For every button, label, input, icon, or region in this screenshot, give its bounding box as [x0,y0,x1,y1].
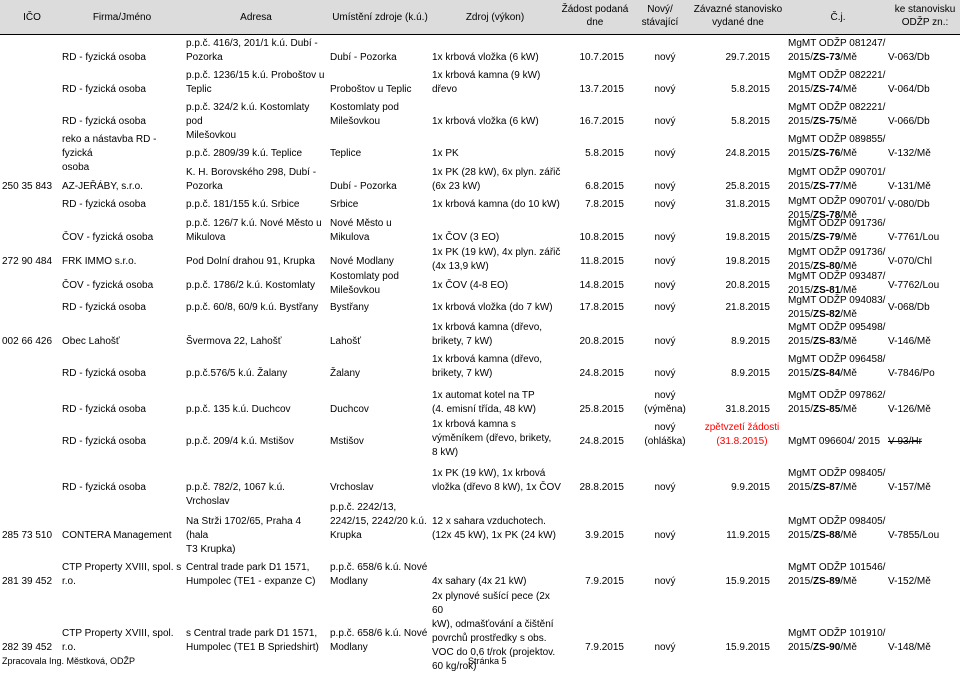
request-date-cell: 11.8.2015 [580,256,624,267]
reference-line-2: 2015/ZS-79/Mě [788,232,857,243]
reference-line-2: 2015/ZS-77/Mě [788,181,857,192]
address-cell: Pod Dolní drahou 91, Krupka [186,256,315,267]
location-cell: Mstišov [330,436,364,447]
header-ke: ke stanovisku ODŽP zn.: [894,4,956,28]
source-cell: 12 x sahara vzduchotech. (12x 45 kW), 1x PK (24 kW) [432,516,556,541]
request-date-cell: 17.8.2015 [579,302,624,313]
header-adresa: Adresa [240,12,272,23]
issued-date-cell: 15.9.2015 [725,576,770,587]
reference-line-2: 2015/ZS-82/Mě [788,309,857,320]
reference-cell [788,217,888,245]
location-cell: Dubí - Pozorka [330,181,397,192]
location-cell: p.p.č. 658/6 k.ú. Nové Modlany [330,562,428,587]
reference-line-1: MgMT ODŽP 091736/ [788,218,886,229]
table-row [0,66,960,98]
address-cell: Na Strži 1702/65, Praha 4 (hala T3 Krupka) [186,516,302,555]
source-cell: 1x automat kotel na TP (4. emisní třída, 48 kW) [432,390,536,415]
address-cell: p.p.č. 416/3, 201/1 k.ú. Dubí - Pozorka [186,38,318,63]
reference-line-2: 2015/ZS-83/Mě [788,336,857,347]
issued-date-cell: zpětvzetí žádosti (31.8.2015) [704,422,780,447]
request-date-cell: 16.7.2015 [579,116,624,127]
reference-line-2: 2015/ZS-74/Mě [788,84,857,95]
request-date-cell: 14.8.2015 [579,280,624,291]
reference-cell [788,101,888,129]
issued-date-cell: 5.8.2015 [731,116,770,127]
issued-date-cell: 11.9.2015 [726,530,770,541]
reference-line-1: MgMT ODŽP 098405/ [788,516,886,527]
address-cell: K. H. Borovského 298, Dubí - Pozorka [186,167,317,192]
location-cell: Žalany [330,368,361,379]
issued-date-cell: 9.9.2015 [731,482,770,493]
table-row [0,162,960,195]
location-cell: Teplice [330,148,362,159]
reference-line-1: MgMT ODŽP 095498/ [788,322,886,333]
company-cell: RD - fyzická osoba [62,436,146,447]
source-cell: 1x ČOV (3 EO) [432,232,500,243]
reference-cell [788,561,888,589]
new-existing-cell: nový [654,84,676,95]
new-existing-cell: nový [654,280,676,291]
table-row [0,496,960,555]
reference-zn-cell: V-7855/Lou [888,530,940,541]
address-cell: p.p.č.576/5 k.ú. Žalany [186,368,288,379]
reference-line-1: MgMT ODŽP 091736/ [788,247,886,258]
reference-cell [788,627,888,655]
address-cell: p.p.č. 181/155 k.ú. Srbice [186,199,300,210]
reference-line-1: MgMT ODŽP 082221/ [788,102,886,113]
company-cell: reko a nástavba RD - fyzická osoba [62,134,157,173]
reference-zn-cell: V-063/Db [888,52,930,63]
address-cell: p.p.č. 60/8, 60/9 k.ú. Bystřany [186,302,319,313]
address-cell: p.p.č. 324/2 k.ú. Kostomlaty pod Milešovkou [186,102,310,141]
reference-zn-cell: V-7762/Lou [888,280,940,291]
new-existing-cell: nový [654,482,676,493]
company-cell: RD - fyzická osoba [62,116,146,127]
company-cell: CTP Property XVIII, spol. r.o. [62,628,174,653]
request-date-cell: 10.7.2015 [579,52,624,63]
footer-author: Zpracovala Ing. Městková, ODŽP [2,656,136,666]
request-date-cell: 24.8.2015 [579,436,624,447]
reference-cell [788,515,888,543]
header-cj: Č.j. [830,12,846,23]
request-date-cell: 13.7.2015 [579,84,624,95]
issued-date-cell: 24.8.2015 [725,148,770,159]
reference-zn-cell: V-070/Chl [888,256,932,267]
reference-line-1: MgMT ODŽP 089855/ [788,134,886,145]
location-cell: p.p.č. 2242/13, 2242/15, 2242/20 k.ú. Krupka [330,502,427,541]
request-date-cell: 6.8.2015 [585,181,624,192]
new-existing-cell: nový [654,576,676,587]
source-cell: 1x PK (19 kW), 4x plyn. zářič (4x 13,9 kW) [432,247,561,272]
source-cell: 1x ČOV (4-8 EO) [432,280,509,291]
reference-zn-cell: V-7846/Po [888,368,935,379]
table-row [0,382,960,418]
request-date-cell: 7.8.2015 [585,199,624,210]
ico-cell: 282 39 452 [2,642,53,653]
reference-line-2: 2015/ZS-85/Mě [788,404,857,415]
reference-cell [788,435,888,449]
new-existing-cell: nový [654,181,676,192]
address-cell: p.p.č. 1236/15 k.ú. Proboštov u Teplic [186,70,325,95]
table-row [0,350,960,382]
location-cell: Kostomlaty pod Milešovkou [330,271,399,296]
table-row [0,34,960,66]
issued-date-cell: 8.9.2015 [731,368,770,379]
location-cell: p.p.č. 658/6 k.ú. Nové Modlany [330,628,428,653]
reference-zn-cell: V-7761/Lou [888,232,940,243]
source-cell: 1x krbová kamna (do 10 kW) [432,199,560,210]
location-cell: Vrchoslav [330,482,374,493]
reference-line-1: MgMT ODŽP 097862/ [788,390,886,401]
request-date-cell: 5.8.2015 [585,148,624,159]
company-cell: FRK IMMO s.r.o. [62,256,137,267]
location-cell: Lahošť [330,336,361,347]
request-date-cell: 7.9.2015 [585,642,624,653]
company-cell: RD - fyzická osoba [62,302,146,313]
issued-date-cell: 31.8.2015 [725,199,770,210]
issued-date-cell: 31.8.2015 [725,404,770,415]
reference-zn-cell: V-152/Mě [888,576,931,587]
company-cell: Obec Lahošť [62,336,120,347]
table-row [0,418,960,458]
request-date-cell: 7.9.2015 [585,576,624,587]
reference-line-2: 2015/ZS-75/Mě [788,116,857,127]
source-cell: 1x krbová vložka (6 kW) [432,116,539,127]
issued-date-cell: 8.9.2015 [731,336,770,347]
ico-cell: 285 73 510 [2,530,53,541]
reference-zn-cell: V-126/Mě [888,404,931,415]
table-row [0,213,960,246]
source-cell: 2x plynové sušící pece (2x 60 kW), odmašťování a čištění povrchů prostředky s obs. VOC do 0,6 t/rok (projektov. 60 kg/rok) [432,591,556,672]
address-cell: Central trade park D1 1571, Humpolec (TE1 - expanze C) [186,562,316,587]
location-cell: Kostomlaty pod Milešovkou [330,102,399,127]
reference-line-2: 2015/ZS-88/Mě [788,530,857,541]
table-row [0,450,960,507]
request-date-cell: 20.8.2015 [579,336,624,347]
company-cell: RD - fyzická osoba [62,404,146,415]
reference-line-2: 2015/ZS-87/Mě [788,482,857,493]
company-cell: RD - fyzická osoba [62,52,146,63]
request-date-cell: 24.8.2015 [579,368,624,379]
company-cell: RD - fyzická osoba [62,368,146,379]
source-cell: 1x PK (19 kW), 1x krbová vložka (dřevo 8 kW), 1x ČOV [432,468,561,493]
issued-date-cell: 5.8.2015 [731,84,770,95]
reference-line-1: MgMT ODŽP 094083/ [788,295,886,306]
source-cell: 1x PK (28 kW), 6x plyn. zářič (6x 23 kW) [432,167,561,192]
footer-page: Stránka 5 [468,656,507,666]
address-cell: p.p.č. 135 k.ú. Duchcov [186,404,291,415]
reference-cell [788,166,888,194]
table-row [0,316,960,350]
issued-date-cell: 20.8.2015 [725,280,770,291]
address-cell: s Central trade park D1 1571, Humpolec (TE1 B Spriedshirt) [186,628,319,653]
company-cell: CONTERA Management [62,530,172,541]
table-row [0,270,960,294]
reference-line-1: MgMT ODŽP 093487/ [788,271,886,282]
reference-line-2: 2015/ZS-73/Mě [788,52,857,63]
header-zavazne: Závazné stanovisko vydané dne [693,4,783,28]
table-row [0,195,960,221]
location-cell: Srbice [330,199,359,210]
address-cell: p.p.č. 126/7 k.ú. Nové Město u Mikulova [186,218,322,243]
source-cell: 1x krbová kamna (9 kW) dřevo [432,70,541,95]
issued-date-cell: 21.8.2015 [725,302,770,313]
reference-line-1: MgMT ODŽP 101546/ [788,562,886,573]
company-cell: CTP Property XVIII, spol. s r.o. [62,562,182,587]
source-cell: 1x PK [432,148,459,159]
table-row [0,544,960,590]
reference-line-2: 2015/ZS-78/Mě [788,210,857,221]
reference-zn-cell: V-132/Mě [888,148,931,159]
issued-date-cell: 19.8.2015 [725,256,770,267]
source-cell: 1x krbová vložka (6 kW) [432,52,539,63]
company-cell: RD - fyzická osoba [62,199,146,210]
location-cell: Duchcov [330,404,369,415]
reference-zn-cell: V-064/Db [888,84,930,95]
new-existing-cell: nový [654,368,676,379]
reference-zn-cell: V-148/Mě [888,642,931,653]
reference-zn-cell: V-146/Mě [888,336,931,347]
table-header [0,0,960,35]
header-firma: Firma/Jméno [92,12,152,23]
reference-zn-cell: V-157/Mě [888,482,931,493]
location-cell: Dubí - Pozorka [330,52,397,63]
reference-line-2: 2015/ZS-90/Mě [788,642,857,653]
company-cell: RD - fyzická osoba [62,482,146,493]
ico-cell: 281 39 452 [2,576,53,587]
reference-zn-cell: V 93/Hr [888,436,922,447]
request-date-cell: 3.9.2015 [585,530,624,541]
company-cell: ČOV - fyzická osoba [62,232,154,243]
header-novy: Nový/ stávající [641,4,679,28]
company-cell: RD - fyzická osoba [62,84,146,95]
reference-zn-cell: V-068/Db [888,302,930,313]
header-zdroj: Zdroj (výkon) [465,12,525,23]
new-existing-cell: nový [654,199,676,210]
header-umisteni: Umístění zdroje (k.ú.) [332,12,428,23]
table-row [0,294,960,320]
reference-line-2: 2015/ZS-89/Mě [788,576,857,587]
location-cell: Bystřany [330,302,369,313]
reference-line-1: MgMT ODŽP 090701/ [788,167,886,178]
reference-line-1: MgMT ODŽP 101910/ [788,628,886,639]
source-cell: 1x krbová kamna (dřevo, brikety, 7 kW) [432,354,543,379]
reference-line-1: MgMT ODŽP 081247/ [788,38,886,49]
header-zadost: Žádost podaná dne [561,4,629,28]
ico-cell: 002 66 426 [2,336,53,347]
reference-line-2: 2015/ZS-76/Mě [788,148,857,159]
reference-cell [788,467,888,495]
request-date-cell: 10.8.2015 [579,232,624,243]
new-existing-cell: nový [654,52,676,63]
table-row [0,246,960,270]
reference-line-2: 2015/ZS-81/Mě [788,285,857,296]
new-existing-cell: nový [654,232,676,243]
company-cell: ČOV - fyzická osoba [62,280,154,291]
reference-cell [788,353,888,381]
reference-zn-cell: V-080/Db [888,199,930,210]
request-date-cell: 28.8.2015 [579,482,624,493]
address-cell: Švermova 22, Lahošť [186,336,282,347]
ico-cell: 272 90 484 [2,256,53,267]
new-existing-cell: nový [654,530,676,541]
reference-line-1: MgMT ODŽP 096458/ [788,354,886,365]
reference-zn-cell: V-131/Mě [888,181,931,192]
new-existing-cell: nový [654,116,676,127]
new-existing-cell: nový [654,642,676,653]
request-date-cell: 25.8.2015 [579,404,624,415]
new-existing-cell: nový (výměna) [644,390,686,415]
reference-zn-cell: V-066/Db [888,116,930,127]
reference-line-1: MgMT ODŽP 098405/ [788,468,886,479]
reference-cell [788,389,888,417]
location-cell: Proboštov u Teplic [330,84,412,95]
new-existing-cell: nový [654,302,676,313]
new-existing-cell: nový (ohláška) [644,422,686,447]
issued-date-cell: 19.8.2015 [725,232,770,243]
source-cell: 1x krbová kamna (dřevo, brikety, 7 kW) [432,322,543,347]
reference-cell [788,69,888,97]
reference-cell [788,37,888,65]
new-existing-cell: nový [654,148,676,159]
source-cell: 1x krbová vložka (do 7 kW) [432,302,553,313]
source-cell: 1x krbová kamna s výměníkem (dřevo, brikety, 8 kW) [432,419,552,458]
reference-cell [788,133,888,161]
reference-line-1: MgMT 096604/ 2015 [788,436,881,447]
source-cell: 4x sahary (4x 21 kW) [432,576,527,587]
location-cell: Nové Město u Mikulova [330,218,392,243]
issued-date-cell: 29.7.2015 [725,52,770,63]
reference-cell [788,321,888,349]
address-cell: p.p.č. 2809/39 k.ú. Teplice [186,148,303,159]
address-cell: p.p.č. 1786/2 k.ú. Kostomlaty [186,280,315,291]
new-existing-cell: nový [654,336,676,347]
address-cell: p.p.č. 782/2, 1067 k.ú. Vrchoslav [186,482,285,507]
location-cell: Nové Modlany [330,256,394,267]
address-cell: p.p.č. 209/4 k.ú. Mstišov [186,436,294,447]
reference-line-1: MgMT ODŽP 090701/ [788,196,886,207]
ico-cell: 250 35 843 [2,181,53,192]
reference-line-2: 2015/ZS-84/Mě [788,368,857,379]
new-existing-cell: nový [654,256,676,267]
reference-line-2: 2015/ZS-80/Mě [788,261,857,272]
issued-date-cell: 25.8.2015 [725,181,770,192]
header-ico: IČO [23,12,41,23]
issued-date-cell: 15.9.2015 [725,642,770,653]
company-cell: AZ-JEŘÁBY, s.r.o. [62,181,143,192]
reference-line-1: MgMT ODŽP 082221/ [788,70,886,81]
